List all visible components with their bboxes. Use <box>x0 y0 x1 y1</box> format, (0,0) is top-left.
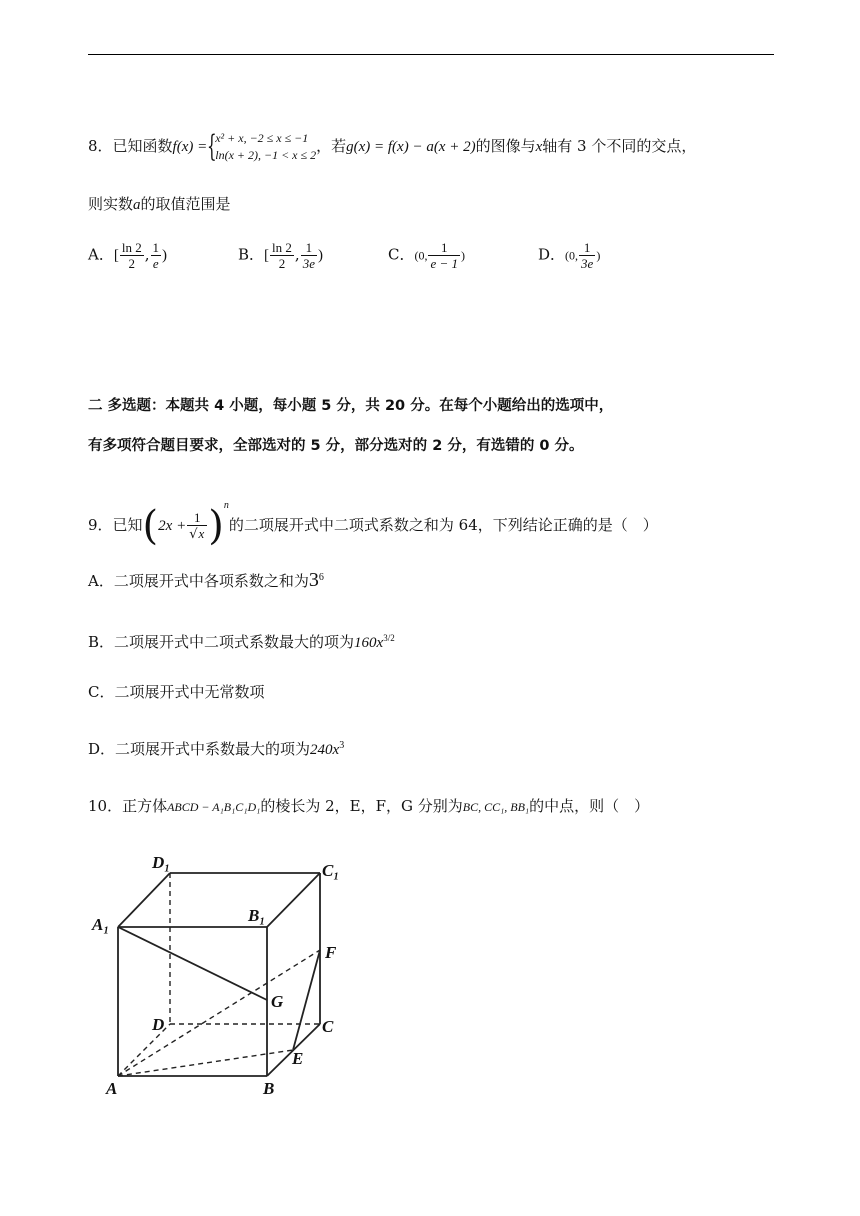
piecewise-def: { x² + x, −2 ≤ x ≤ −1 ln(x + 2), −1 < x ≤ 2 <box>207 129 317 164</box>
q9-option-a: A．二项展开式中各项系数之和为$3^6$ <box>88 569 324 591</box>
q10-stem: 10．正方体ABCD − A₁B₁C₁D₁的棱长为 2，E，F，G 分别为BC, CC₁, BB₁的中点，则（ ） <box>88 797 650 815</box>
q9-stem: 9．已知(2x + $\frac{1}{√x}$ )$^n$的二项展开式中二项式系数之和为 64，下列结论正确的是（ ） <box>88 500 658 549</box>
q8-stem: 8．已知函数f(x) = { x² + x, −2 ≤ x ≤ −1 ln(x + 2), −1 < x ≤ 2 ，若g(x) = f(x) − a(x + 2)的图像与x轴有 3 个不同的交点， <box>88 129 697 164</box>
label-b1: B₁ <box>248 906 266 925</box>
label-c1: C₁ <box>322 861 340 880</box>
label-e: E <box>292 1049 304 1068</box>
label-d: D <box>152 1015 165 1034</box>
label-d1: D₁ <box>152 853 171 872</box>
label-f: F <box>325 943 337 962</box>
option-b: B．[ $\frac{\ln 2}{2}$ , $\frac{1}{3e}$ ) <box>238 240 323 271</box>
label-c: C <box>322 1017 334 1036</box>
q9-option-b: B．二项展开式中二项式系数最大的项为$160x^{3/2}$ <box>88 633 395 651</box>
label-a: A <box>106 1079 118 1098</box>
q9-option-c: C．二项展开式中无常数项 <box>88 683 265 701</box>
option-d: D．(0, $\frac{1}{3e}$ ) <box>538 240 601 271</box>
section2-heading-line1: 二 多选题：本题共 4 小题，每小题 5 分，共 20 分。在每个小题给出的选项中， <box>88 398 614 414</box>
header-rule <box>88 54 774 55</box>
option-a: A．[ $\frac{\ln 2}{2}$ , $\frac{1}{e}$ ) <box>88 240 167 271</box>
section2-heading-line2: 有多项符合题目要求，全部选对的 5 分，部分选对的 2 分，有选错的 0 分。 <box>88 438 584 454</box>
function-name: f(x) = <box>172 139 208 155</box>
label-b: B <box>263 1079 275 1098</box>
cube-figure <box>88 846 358 1106</box>
q9-option-d: D．二项展开式中系数最大的项为$240x^3$ <box>88 740 345 758</box>
label-a1: A₁ <box>92 915 110 934</box>
option-c: C．(0, $\frac{1}{e - 1}$ ) <box>388 240 466 271</box>
label-g: G <box>271 992 284 1011</box>
q8-stem-line2: 则实数a的取值范围是 <box>88 195 231 213</box>
